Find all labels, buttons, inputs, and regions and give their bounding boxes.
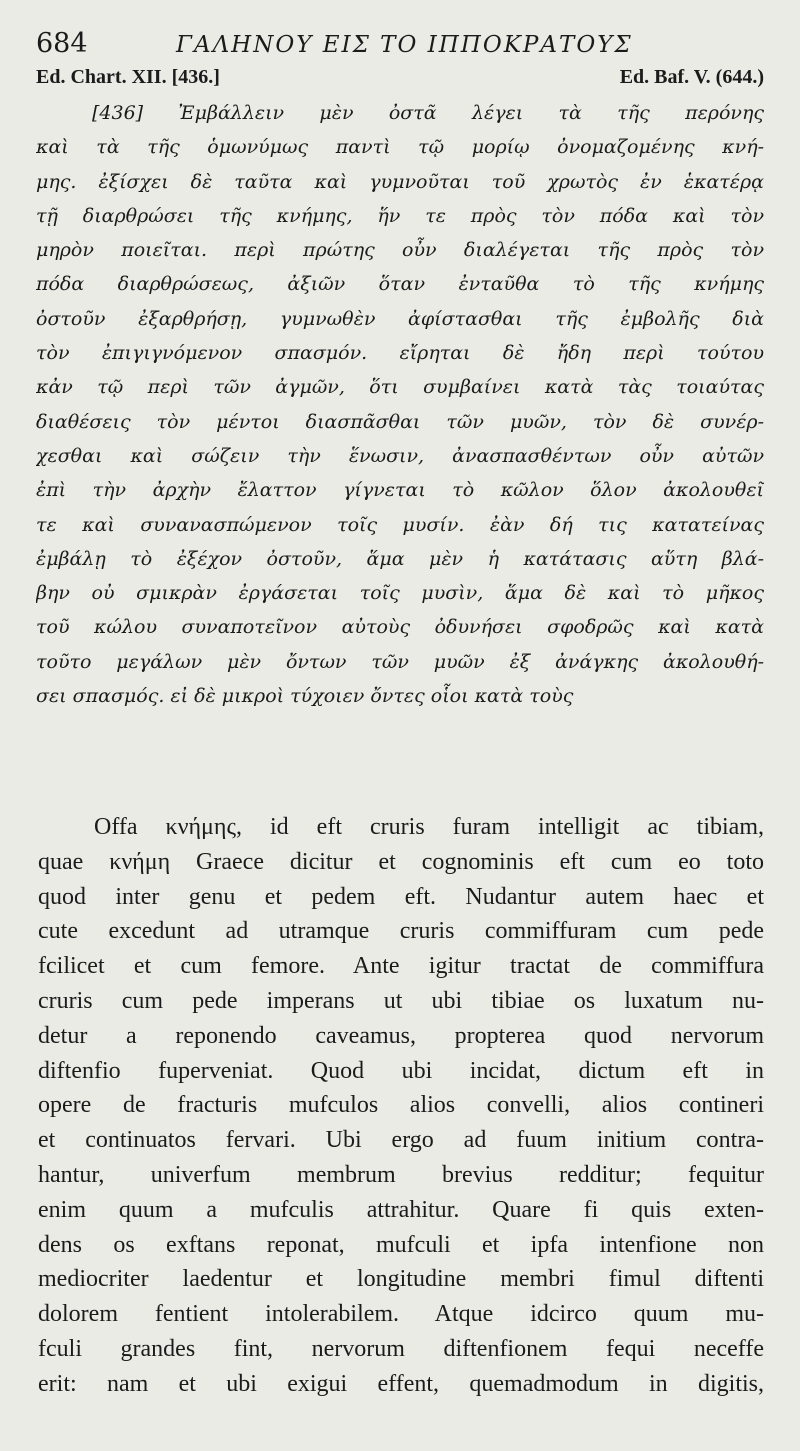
latin-line: cruris cum pede imperans ut ubi tibiae os luxatum nu- [38,987,764,1014]
latin-line: diftenfio fuperveniat. Quod ubi incidat, dictum eft in [38,1057,764,1084]
greek-line: τοῦτο μεγάλων μὲν ὄντων τῶν μυῶν ἐξ ἀνάγκης ἀκολουθή- [36,650,764,673]
page-header [36,28,764,64]
greek-line: ἐπὶ τὴν ἀρχὴν ἔλαττον γίγνεται τὸ κῶλον ὅλον ἀκολουθεῖ [36,479,764,502]
latin-line: dolorem fentient intolerabilem. Atque idcirco quum mu- [38,1301,764,1328]
latin-line: enim quum a mufculis attrahitur. Quare fi quis exten- [38,1196,764,1223]
greek-line: [436] Ἐμβάλλειν μὲν ὀστᾶ λέγει τὰ τῆς περόνης [92,102,764,124]
greek-line: διαθέσεις τὸν μέντοι διασπᾶσθαι τῶν μυῶν, τὸν δὲ συνέρ- [36,410,764,433]
latin-line: fcilicet et cum femore. Ante igitur tractat de commiffura [38,953,764,980]
greek-line: καὶ τὰ τῆς ὁμωνύμως παντὶ τῷ μορίῳ ὀνομαζομένης κνή- [36,136,764,159]
edition-chart-reference: Ed. Chart. XII. [436.] [36,66,220,88]
page-number: 684 [36,28,88,59]
edition-reference-line [36,66,764,94]
latin-line: opere de fracturis mufculos alios convelli, alios contineri [38,1092,764,1119]
latin-line: detur a reponendo caveamus, propterea quod nervorum [38,1022,764,1049]
greek-text-block [36,96,764,713]
greek-line: κἀν τῷ περὶ τῶν ἀγμῶν, ὅτι συμβαίνει κατὰ τὰς τοιαύτας [36,376,764,399]
greek-line: ὀστοῦν ἐξαρθρήσῃ, γυμνωθὲν ἀφίστασθαι τῆς ἐμβολῆς διὰ [36,307,764,330]
latin-text-block [38,810,764,1402]
latin-line: quae κνήμη Graece dicitur et cognominis eft cum eo toto [38,848,764,875]
greek-line: τε καὶ συνανασπώμενον τοῖς μυσίν. ἐὰν δή τις κατατείνας [36,513,764,536]
edition-basel-reference: Ed. Baf. V. (644.) [619,66,764,88]
greek-line: τῇ διαρθρώσει τῆς κνήμης, ἥν τε πρὸς τὸν πόδα καὶ τὸν [36,204,764,227]
latin-line: Offa κνήμης, id eft cruris furam intelligit ac tibiam, [94,814,764,840]
greek-line: βην οὐ σμικρὰν ἐργάσεται τοῖς μυσὶν, ἅμα δὲ καὶ τὸ μῆκος [36,582,764,605]
greek-line: τὸν ἐπιγιγνόμενον σπασμόν. εἴρηται δὲ ἤδη περὶ τούτου [36,342,764,365]
greek-line: μηρὸν ποιεῖται. περὶ πρώτης οὖν διαλέγεται τῆς πρὸς τὸν [36,239,764,262]
latin-line: et continuatos fervari. Ubi ergo ad fuum initium contra- [38,1127,764,1154]
latin-line: hantur, univerfum membrum brevius redditur; fequitur [38,1161,764,1188]
greek-line: τοῦ κώλου συναποτεῖνον αὐτοὺς ὀδυνήσει σφοδρῶς καὶ κατὰ [36,616,764,639]
greek-line: ἐμβάλῃ τὸ ἐξέχον ὀστοῦν, ἅμα μὲν ἡ κατάτασις αὕτη βλά- [36,547,764,570]
latin-line: dens os exftans reponat, mufculi et ipfa intenfione non [38,1231,764,1258]
latin-line: fculi grandes fint, nervorum diftenfionem fequi neceffe [38,1335,764,1362]
greek-line: χεσθαι καὶ σώζειν τὴν ἕνωσιν, ἀνασπασθέντων οὖν αὐτῶν [36,444,764,467]
greek-line: πόδα διαρθρώσεως, ἀξιῶν ὅταν ἐνταῦθα τὸ τῆς κνήμης [36,273,764,296]
running-title: ΓΑΛΗΝΟΥ ΕΙΣ ΤΟ ΙΠΠΟΚΡΑΤΟΥΣ [176,32,633,58]
latin-line: mediocriter laedentur et longitudine membri fimul diftenti [38,1266,764,1293]
latin-line: erit: nam et ubi exigui effent, quemadmodum in digitis, [38,1370,764,1397]
greek-line: σει σπασμός. εἰ δὲ μικροὶ τύχοιεν ὄντες οἷοι κατὰ τοὺς [36,685,574,708]
latin-line: cute excedunt ad utramque cruris commiffuram cum pede [38,918,764,945]
greek-line: μης. ἐξίσχει δὲ ταῦτα καὶ γυμνοῦται τοῦ χρωτὸς ἐν ἑκατέρᾳ [36,170,764,193]
latin-line: quod inter genu et pedem eft. Nudantur autem haec et [38,883,764,910]
